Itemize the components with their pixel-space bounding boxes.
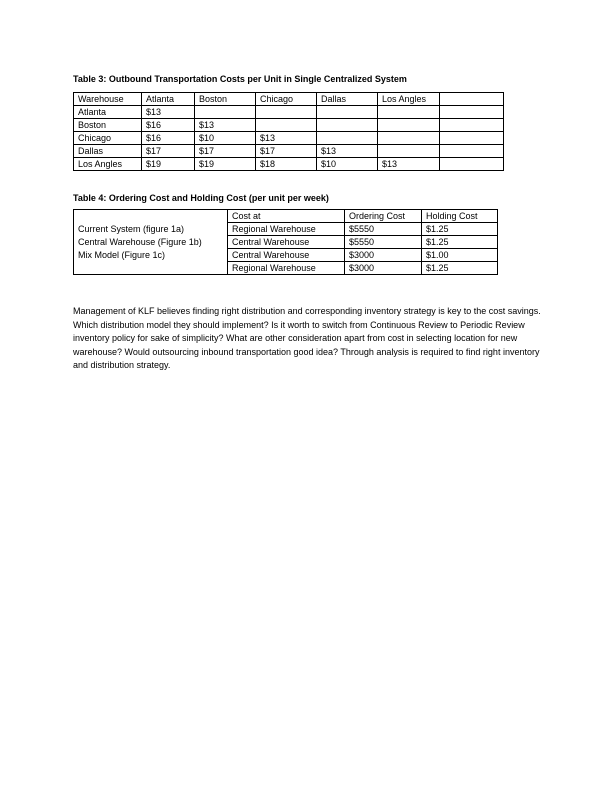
table-cell: $17: [195, 145, 256, 158]
table-cell: [378, 145, 440, 158]
table-cell: $1.25: [422, 236, 498, 249]
table-row: [74, 145, 504, 158]
table-cell: Central Warehouse: [228, 236, 345, 249]
table-cell: $17: [142, 145, 195, 158]
column-header: Warehouse: [74, 93, 142, 106]
transport-cost-table: [73, 92, 504, 171]
column-header: Los Angles: [378, 93, 440, 106]
table-cell: $19: [195, 158, 256, 171]
column-header: Holding Cost: [422, 210, 498, 223]
table-cell: $13: [195, 119, 256, 132]
table-cell: [256, 106, 317, 119]
table-row: [74, 158, 504, 171]
table-cell: $13: [378, 158, 440, 171]
table-cell: Los Angles: [74, 158, 142, 171]
column-header: Cost at: [228, 210, 345, 223]
table-row: [74, 262, 498, 275]
table-cell: $13: [142, 106, 195, 119]
table-cell: [195, 106, 256, 119]
column-header: Chicago: [256, 93, 317, 106]
table-cell: $5550: [345, 236, 422, 249]
table-cell: Current System (figure 1a): [74, 223, 228, 236]
table-cell: $18: [256, 158, 317, 171]
table-cell: Central Warehouse (Figure 1b): [74, 236, 228, 249]
table-cell: [440, 106, 504, 119]
table-cell: [378, 106, 440, 119]
column-header: Dallas: [317, 93, 378, 106]
table-cell: $13: [256, 132, 317, 145]
table-cell: $13: [317, 145, 378, 158]
table-cell: $16: [142, 132, 195, 145]
table-cell: $17: [256, 145, 317, 158]
table-row: [74, 132, 504, 145]
ordering-holding-cost-table: [73, 209, 498, 275]
table-header-row: [74, 210, 498, 223]
body-paragraph: Management of KLF believes finding right distribution and corresponding inventory strategy is key to the cost savings. Which distribution model they should implement? Is it worth to switch from Continuous Review to Periodic Review inventory policy for sake of simplicity? What are other consideration apart from cost in selecting location for new warehouse? Would outsourcing inbound transportation good idea? Through analysis is required to find right inventory and distribution strategy.: [73, 306, 541, 371]
table-cell: $16: [142, 119, 195, 132]
table-cell: [378, 132, 440, 145]
column-header: [440, 93, 504, 106]
table-cell: Regional Warehouse: [228, 262, 345, 275]
table-cell: Central Warehouse: [228, 249, 345, 262]
table-cell: Atlanta: [74, 106, 142, 119]
column-header: Boston: [195, 93, 256, 106]
table-cell: [378, 119, 440, 132]
table-cell: [74, 262, 228, 275]
table-cell: Regional Warehouse: [228, 223, 345, 236]
table-row: [74, 119, 504, 132]
table-cell: [440, 132, 504, 145]
table-cell: [317, 132, 378, 145]
table-cell: [440, 145, 504, 158]
column-header: [74, 210, 228, 223]
table-row: [74, 236, 498, 249]
table-cell: Dallas: [74, 145, 142, 158]
table-cell: $5550: [345, 223, 422, 236]
table-cell: [440, 119, 504, 132]
table-cell: $1.00: [422, 249, 498, 262]
table-cell: $1.25: [422, 223, 498, 236]
table-cell: Mix Model (Figure 1c): [74, 249, 228, 262]
table-cell: [317, 106, 378, 119]
table-cell: $10: [317, 158, 378, 171]
table-cell: [317, 119, 378, 132]
table-cell: $19: [142, 158, 195, 171]
table-row: [74, 106, 504, 119]
table-cell: Boston: [74, 119, 142, 132]
table4-caption: Table 4: Ordering Cost and Holding Cost (per unit per week): [73, 193, 329, 203]
table3-caption: Table 3: Outbound Transportation Costs per Unit in Single Centralized System: [73, 74, 407, 84]
table-cell: Chicago: [74, 132, 142, 145]
table-row: [74, 223, 498, 236]
table-cell: [440, 158, 504, 171]
table-cell: $3000: [345, 249, 422, 262]
table-cell: [256, 119, 317, 132]
table-row: [74, 249, 498, 262]
table-cell: $1.25: [422, 262, 498, 275]
column-header: Atlanta: [142, 93, 195, 106]
column-header: Ordering Cost: [345, 210, 422, 223]
table-header-row: [74, 93, 504, 106]
table-cell: $10: [195, 132, 256, 145]
table-cell: $3000: [345, 262, 422, 275]
